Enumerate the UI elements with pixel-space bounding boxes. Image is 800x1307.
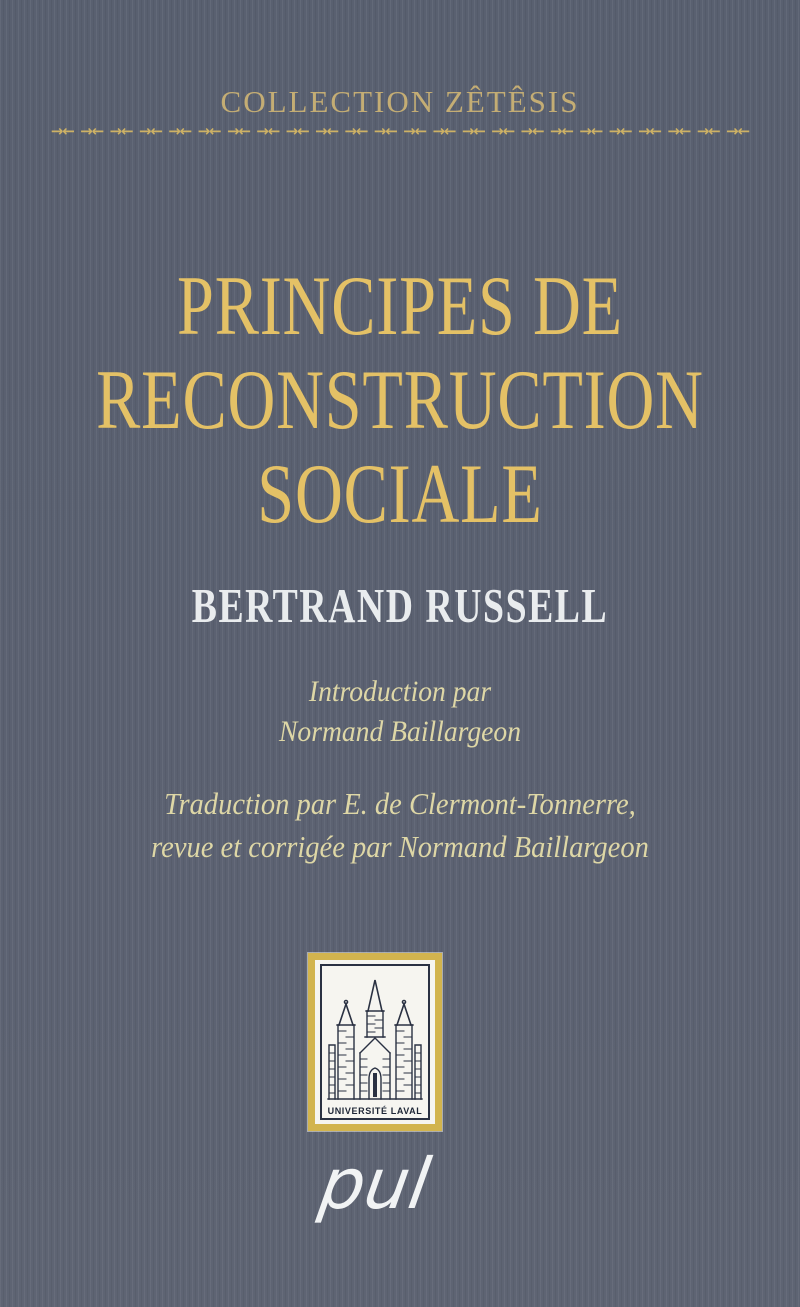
universite-laval-label: UNIVERSITÉ LAVAL: [327, 1106, 423, 1116]
church-towers-icon: [323, 976, 427, 1104]
translation-credit-line-2: revue et corrigée par Normand Baillargeon: [151, 829, 649, 864]
book-title: [88, 259, 712, 541]
universite-laval-emblem-frame: [320, 964, 430, 1120]
introduction-credit-line-1: Introduction par: [308, 675, 492, 708]
introduction-credit-line-2: Normand Baillargeon: [278, 715, 522, 748]
ornament-divider: →← →← →← →← →← →← →← →← →← →← →← →← →← →← →← →← →← →← →← →← →← →← →← →←: [50, 122, 750, 140]
book-title-line-3: SOCIALE: [257, 447, 543, 541]
introduction-credit: [32, 672, 768, 752]
pul-publisher-mark: pul: [314, 1143, 436, 1225]
collection-title: COLLECTION ZÊTÊSIS: [220, 84, 580, 119]
translation-credit: [32, 782, 768, 868]
book-title-line-1: PRINCIPES DE: [177, 259, 623, 353]
universite-laval-logo: [308, 953, 442, 1131]
translation-credit-line-1: Traduction par E. de Clermont-Tonnerre,: [164, 786, 636, 821]
author-name: BERTRAND RUSSELL: [191, 578, 609, 633]
book-title-line-2: RECONSTRUCTION: [96, 353, 704, 447]
